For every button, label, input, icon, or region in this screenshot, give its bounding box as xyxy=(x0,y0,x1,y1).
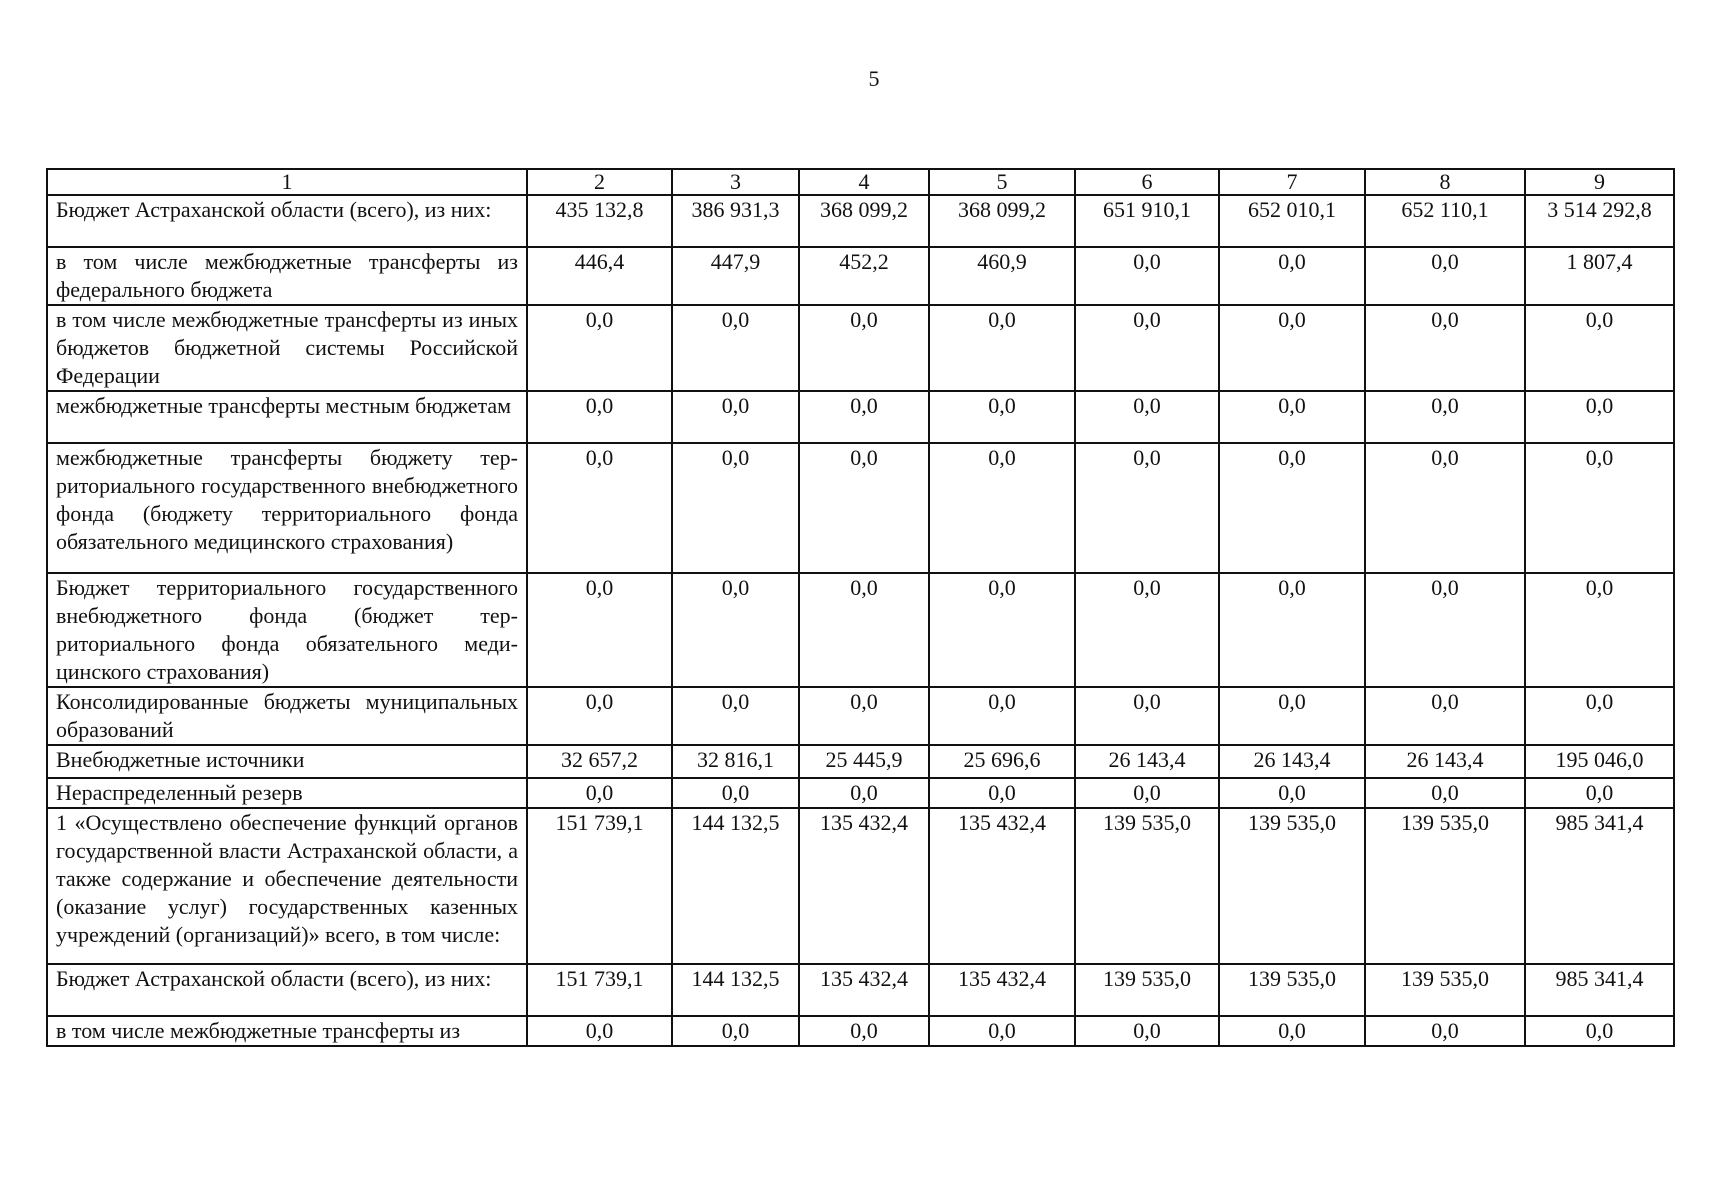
column-header-9: 9 xyxy=(1525,169,1674,195)
cell-value: 0,0 xyxy=(1075,247,1219,305)
cell-value: 26 143,4 xyxy=(1075,745,1219,778)
cell-value: 139 535,0 xyxy=(1365,808,1525,964)
cell-value: 0,0 xyxy=(929,391,1075,443)
cell-value: 135 432,4 xyxy=(799,808,929,964)
cell-value: 0,0 xyxy=(1525,305,1674,391)
cell-value: 652 010,1 xyxy=(1219,195,1365,247)
cell-value: 0,0 xyxy=(527,1016,672,1046)
table-row xyxy=(47,247,1674,305)
cell-value: 1 807,4 xyxy=(1525,247,1674,305)
cell-value: 985 341,4 xyxy=(1525,808,1674,964)
table-row xyxy=(47,195,1674,247)
cell-value: 0,0 xyxy=(672,573,799,687)
row-label: 1 «Осуществлено обеспечение функций органов государственной власти Астраханской области, а также содержание и обеспечение деятельности (оказание услуг) государственных казенных учреждений (организаций)» всего, в том числе: xyxy=(47,808,527,964)
cell-value: 0,0 xyxy=(1219,573,1365,687)
row-label: межбюджетные трансферты местным бюджетам xyxy=(47,391,527,443)
cell-value: 435 132,8 xyxy=(527,195,672,247)
cell-value: 386 931,3 xyxy=(672,195,799,247)
cell-value: 0,0 xyxy=(527,573,672,687)
cell-value: 0,0 xyxy=(1525,778,1674,808)
cell-value: 0,0 xyxy=(672,1016,799,1046)
cell-value: 0,0 xyxy=(1075,1016,1219,1046)
cell-value: 0,0 xyxy=(672,305,799,391)
cell-value: 0,0 xyxy=(1075,305,1219,391)
cell-value: 25 696,6 xyxy=(929,745,1075,778)
row-label: Нераспределенный резерв xyxy=(47,778,527,808)
cell-value: 151 739,1 xyxy=(527,964,672,1016)
cell-value: 0,0 xyxy=(672,391,799,443)
table-body xyxy=(47,195,1674,1046)
page-number: 5 xyxy=(868,66,880,91)
cell-value: 32 657,2 xyxy=(527,745,672,778)
cell-value: 651 910,1 xyxy=(1075,195,1219,247)
row-label: Бюджет Астраханской области (всего), из них: xyxy=(47,964,527,1016)
table-row xyxy=(47,687,1674,745)
cell-value: 0,0 xyxy=(1365,305,1525,391)
column-header-3: 3 xyxy=(672,169,799,195)
cell-value: 144 132,5 xyxy=(672,964,799,1016)
cell-value: 195 046,0 xyxy=(1525,745,1674,778)
table-row xyxy=(47,573,1674,687)
column-header-1: 1 xyxy=(47,169,527,195)
table-row xyxy=(47,1016,1674,1046)
cell-value: 368 099,2 xyxy=(799,195,929,247)
cell-value: 0,0 xyxy=(1525,687,1674,745)
table-row xyxy=(47,391,1674,443)
cell-value: 0,0 xyxy=(672,443,799,573)
cell-value: 0,0 xyxy=(1365,1016,1525,1046)
cell-value: 135 432,4 xyxy=(929,964,1075,1016)
row-label: Бюджет Астраханской области (всего), из них: xyxy=(47,195,527,247)
cell-value: 0,0 xyxy=(1525,573,1674,687)
cell-value: 0,0 xyxy=(929,778,1075,808)
row-label: Консолидированные бюджеты муниципальных образований xyxy=(47,687,527,745)
cell-value: 0,0 xyxy=(672,687,799,745)
cell-value: 0,0 xyxy=(1365,443,1525,573)
cell-value: 0,0 xyxy=(672,778,799,808)
cell-value: 0,0 xyxy=(929,687,1075,745)
cell-value: 0,0 xyxy=(1075,391,1219,443)
cell-value: 0,0 xyxy=(527,305,672,391)
cell-value: 0,0 xyxy=(1365,778,1525,808)
cell-value: 26 143,4 xyxy=(1219,745,1365,778)
cell-value: 0,0 xyxy=(1075,778,1219,808)
row-label: в том числе межбюджетные трансферты из иных бюджетов бюджетной системы Российской Федерации xyxy=(47,305,527,391)
cell-value: 3 514 292,8 xyxy=(1525,195,1674,247)
cell-value: 0,0 xyxy=(799,1016,929,1046)
cell-value: 0,0 xyxy=(527,778,672,808)
table-row xyxy=(47,808,1674,964)
cell-value: 0,0 xyxy=(799,305,929,391)
column-header-2: 2 xyxy=(527,169,672,195)
cell-value: 0,0 xyxy=(929,1016,1075,1046)
cell-value: 0,0 xyxy=(929,443,1075,573)
column-header-4: 4 xyxy=(799,169,929,195)
cell-value: 0,0 xyxy=(799,573,929,687)
cell-value: 0,0 xyxy=(799,778,929,808)
table-row xyxy=(47,778,1674,808)
cell-value: 368 099,2 xyxy=(929,195,1075,247)
cell-value: 452,2 xyxy=(799,247,929,305)
cell-value: 0,0 xyxy=(929,573,1075,687)
table-row xyxy=(47,964,1674,1016)
cell-value: 0,0 xyxy=(1075,443,1219,573)
column-header-5: 5 xyxy=(929,169,1075,195)
column-header-8: 8 xyxy=(1365,169,1525,195)
cell-value: 0,0 xyxy=(1219,247,1365,305)
cell-value: 0,0 xyxy=(799,391,929,443)
cell-value: 0,0 xyxy=(1365,687,1525,745)
row-label: в том числе межбюджетные трансферты из xyxy=(47,1016,527,1046)
cell-value: 32 816,1 xyxy=(672,745,799,778)
cell-value: 0,0 xyxy=(1219,687,1365,745)
table-header-row xyxy=(47,169,1674,195)
cell-value: 0,0 xyxy=(1365,573,1525,687)
cell-value: 139 535,0 xyxy=(1219,808,1365,964)
cell-value: 0,0 xyxy=(1525,391,1674,443)
cell-value: 135 432,4 xyxy=(799,964,929,1016)
cell-value: 139 535,0 xyxy=(1219,964,1365,1016)
budget-table xyxy=(46,168,1675,1047)
cell-value: 144 132,5 xyxy=(672,808,799,964)
cell-value: 0,0 xyxy=(1219,1016,1365,1046)
row-label: межбюджетные трансферты бюджету территориального государственного внебюджетного фонда (бюджету территориального фонда обязательного медицинского страхования) xyxy=(47,443,527,573)
cell-value: 0,0 xyxy=(1219,778,1365,808)
cell-value: 0,0 xyxy=(527,687,672,745)
cell-value: 0,0 xyxy=(1219,305,1365,391)
cell-value: 0,0 xyxy=(1219,443,1365,573)
cell-value: 151 739,1 xyxy=(527,808,672,964)
cell-value: 0,0 xyxy=(527,443,672,573)
row-label: Внебюджетные источники xyxy=(47,745,527,778)
cell-value: 135 432,4 xyxy=(929,808,1075,964)
cell-value: 0,0 xyxy=(1075,573,1219,687)
cell-value: 139 535,0 xyxy=(1075,964,1219,1016)
column-header-6: 6 xyxy=(1075,169,1219,195)
cell-value: 139 535,0 xyxy=(1075,808,1219,964)
cell-value: 0,0 xyxy=(1365,247,1525,305)
table-row xyxy=(47,305,1674,391)
cell-value: 26 143,4 xyxy=(1365,745,1525,778)
cell-value: 652 110,1 xyxy=(1365,195,1525,247)
row-label: в том числе межбюджетные трансферты из федерального бюджета xyxy=(47,247,527,305)
cell-value: 0,0 xyxy=(1365,391,1525,443)
cell-value: 0,0 xyxy=(929,305,1075,391)
column-header-7: 7 xyxy=(1219,169,1365,195)
cell-value: 0,0 xyxy=(799,687,929,745)
cell-value: 447,9 xyxy=(672,247,799,305)
cell-value: 0,0 xyxy=(1525,1016,1674,1046)
row-label: Бюджет территориального государственного внебюджетного фонда (бюджет территориального фонда обязательного медицинского страхования) xyxy=(47,573,527,687)
cell-value: 0,0 xyxy=(1525,443,1674,573)
cell-value: 985 341,4 xyxy=(1525,964,1674,1016)
cell-value: 0,0 xyxy=(799,443,929,573)
cell-value: 25 445,9 xyxy=(799,745,929,778)
cell-value: 0,0 xyxy=(1075,687,1219,745)
cell-value: 139 535,0 xyxy=(1365,964,1525,1016)
table-row xyxy=(47,745,1674,778)
table-row xyxy=(47,443,1674,573)
cell-value: 446,4 xyxy=(527,247,672,305)
cell-value: 0,0 xyxy=(1219,391,1365,443)
cell-value: 0,0 xyxy=(527,391,672,443)
cell-value: 460,9 xyxy=(929,247,1075,305)
